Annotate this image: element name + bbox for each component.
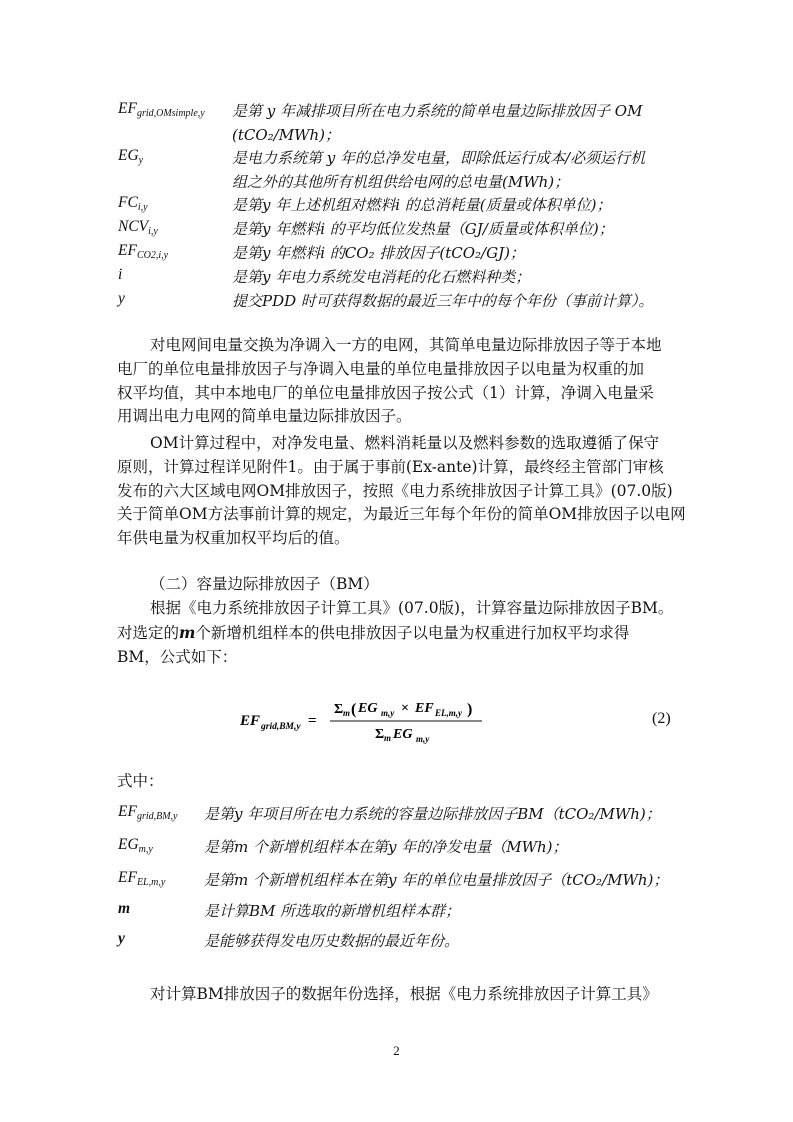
bm-def-symbol-4: m [118,900,131,917]
bm-def-text-3: 是第m 个新增机组样本在第y 年的单位电量排放因子（tCO₂/MWh)； [204,871,669,889]
bm-def-text-5: 是能够获得发电历史数据的最近年份。 [204,932,460,950]
label-shizhong: 式中： [117,772,164,790]
om-def-symbol-1: $EF_{grid,OMsimple,y}$ [118,100,205,119]
formula-num-sum: Σ [334,702,344,717]
formula-den: EG [393,727,413,742]
bm-def-symbol-2: $EG_{m,y}$ [118,836,153,855]
formula-num-b-sub: EL,m,y [435,708,462,718]
bm-def-text-4: 是计算BM 所选取的新增机组样本群； [204,902,461,920]
bm-def-symbol-3: $EF_{EL,m,y}$ [118,869,166,888]
bm-def-symbol-5: y [118,930,125,947]
paragraph-bm-intro: 根据《电力系统排放因子计算工具》(07.0版)，计算容量边际排放因子BM。 对选定的m个新增机组样本的供电排放因子以电量为权重进行加权平均求得 BM，公式如下： [117,599,674,666]
bm-def-symbol-1: $EF_{grid,BM,y}$ [118,803,178,822]
formula-times: × [401,701,409,716]
formula-lhs: EF [240,713,261,729]
formula-den-sum: Σ [375,727,385,742]
formula-num-sum-sub: m [343,708,351,718]
om-def-symbol-2: $EG_y$ [118,147,144,166]
section-heading-bm: （二）容量边际排放因子（BM） [150,575,379,593]
om-def-symbol-3: $FC_{i,y}$ [118,194,148,213]
bm-formula [230,693,510,749]
page-number: 2 [393,1043,400,1058]
formula-den-sub: m,y [416,734,430,744]
om-def-text-1: 是第 y 年减排项目所在电力系统的简单电量边际排放因子 OM (tCO₂/MWh)； [232,102,643,144]
om-def-text-7: 提交PDD 时可获得数据的最近三年中的每个年份（事前计算）。 [232,292,654,310]
formula-close-paren: ) [467,701,473,718]
formula-lhs-sub: grid,BM,y [261,722,301,732]
om-def-symbol-6: i [118,266,123,283]
om-def-symbol-7: y [118,290,125,307]
equation-number: (2) [652,710,671,727]
om-def-text-5: 是第y 年燃料i 的CO₂ 排放因子(tCO₂/GJ)； [232,244,525,262]
bm-def-text-1: 是第y 年项目所在电力系统的容量边际排放因子BM（tCO₂/MWh)； [204,805,661,823]
bm-def-text-2: 是第m 个新增机组样本在第y 年的净发电量（MWh)； [204,838,568,856]
om-def-text-3: 是第y 年上述机组对燃料i 的总消耗量(质量或体积单位)； [232,196,612,214]
om-def-symbol-4: $NCV_{i,y}$ [118,218,158,237]
om-def-text-6: 是第y 年电力系统发电消耗的化石燃料种类； [232,268,531,286]
paragraph-net-import: 对电网间电量交换为净调入一方的电网，其简单电量边际排放因子等于本地 电厂的单位电量排放因子与净调入电量的单位电量排放因子以电量为权重的加 权平均值，其中本地电厂的单位电量排放因子按公式（1）计算，净调入电量采 用调出电力电网的简单电量边际排放因子。 [117,336,662,426]
formula-num-a-sub: m,y [381,708,395,718]
paragraph-bm-year-selection: 对计算BM排放因子的数据年份选择，根据《电力系统排放因子计算工具》 [150,985,658,1003]
om-def-text-2: 是电力系统第 y 年的总净发电量，即除低运行成本/必须运行机 组之外的其他所有机组供给电网的总电量(MWh)； [232,149,646,191]
om-def-symbol-5: $EF_{CO2,i,y}$ [118,242,169,261]
om-def-text-4: 是第y 年燃料i 的平均低位发热量（GJ/质量或体积单位)； [232,220,614,238]
formula-open-paren: ( [351,701,357,718]
paragraph-om-calculation: OM计算过程中，对净发电量、燃料消耗量以及燃料参数的选取遵循了保守 原则，计算过程详见附件1。由于属于事前(Ex-ante)计算，最终经主管部门审核 发布的六大区域电网OM排放因子，按照《电力系统排放因子计算工具》(07.0版) 关于简单OM方法事前计算的规定，为最近三年每个年份的简单OM排放因子以电网 年供电量为权重加权平均后的值。 [117,434,686,548]
formula-den-sum-sub: m [384,733,392,743]
formula-num-b: EF [415,701,434,716]
formula-equals: = [308,713,317,729]
formula-num-a: EG [358,701,378,716]
